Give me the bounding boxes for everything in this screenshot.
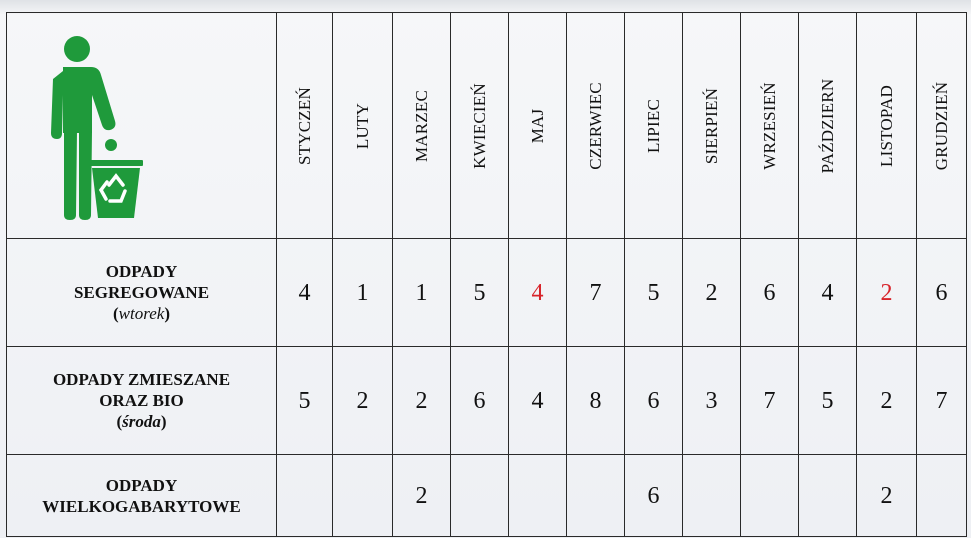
row-label <box>7 475 276 517</box>
month-label: PAŹDZIERN <box>817 78 837 173</box>
day-cell <box>509 239 567 347</box>
day-cell <box>683 455 741 537</box>
day-cell <box>509 347 567 455</box>
day-paren: ) <box>164 304 170 323</box>
day-number: 6 <box>935 279 948 306</box>
row-label-line: WIELKOGABARYTOWE <box>42 496 241 516</box>
day-cell <box>857 239 917 347</box>
day-number: 8 <box>589 387 602 414</box>
day-cell <box>917 455 967 537</box>
month-header-cell <box>451 13 509 239</box>
month-label: WRZESIEŃ <box>759 81 779 170</box>
day-number: 5 <box>298 387 311 414</box>
day-number: 6 <box>647 387 660 414</box>
month-header-cell <box>917 13 967 239</box>
month-label: LISTOPAD <box>876 84 896 167</box>
day-cell <box>451 347 509 455</box>
day-number: 7 <box>763 387 776 414</box>
row-label <box>7 369 276 432</box>
person-recycling-bin-icon <box>29 35 189 220</box>
day-number: 4 <box>821 279 834 306</box>
day-cell <box>741 239 799 347</box>
row-label <box>7 261 276 324</box>
day-cell <box>567 455 625 537</box>
day-cell <box>799 455 857 537</box>
day-number: 1 <box>415 279 428 306</box>
day-cell <box>333 455 393 537</box>
day-cell <box>393 455 451 537</box>
icon-cell <box>7 13 277 239</box>
waste-collection-table <box>6 12 967 537</box>
month-label: MAJ <box>527 108 547 143</box>
day-cell <box>333 239 393 347</box>
month-header-row <box>7 13 967 239</box>
day-number: 4 <box>298 279 311 306</box>
month-header-cell <box>683 13 741 239</box>
day-cell <box>277 239 333 347</box>
row-label-cell <box>7 455 277 537</box>
day-number: 2 <box>415 482 428 509</box>
collection-day: wtorek <box>118 304 165 323</box>
day-number: 7 <box>935 387 948 414</box>
day-number: 6 <box>763 279 776 306</box>
day-cell <box>741 455 799 537</box>
day-cell <box>917 239 967 347</box>
month-label: SIERPIEŃ <box>701 87 721 164</box>
day-cell <box>857 347 917 455</box>
month-header-cell <box>857 13 917 239</box>
day-cell <box>799 347 857 455</box>
row-label-line: ORAZ BIO <box>99 391 184 410</box>
row-label-cell <box>7 347 277 455</box>
table-row-segregated <box>7 239 967 347</box>
day-cell <box>509 455 567 537</box>
month-header-cell <box>625 13 683 239</box>
day-paren: ( <box>116 412 123 431</box>
day-cell <box>277 455 333 537</box>
month-label: MARZEC <box>411 89 431 162</box>
month-label: CZERWIEC <box>585 81 605 170</box>
day-number-highlighted: 2 <box>880 279 893 306</box>
month-label: LUTY <box>352 102 372 149</box>
day-cell <box>567 347 625 455</box>
day-number: 5 <box>647 279 660 306</box>
row-label-line: ODPADY <box>105 262 178 281</box>
month-header-cell <box>741 13 799 239</box>
day-cell <box>741 347 799 455</box>
month-header-cell <box>509 13 567 239</box>
row-label-line: SEGREGOWANE <box>73 283 210 302</box>
day-number-highlighted: 4 <box>531 279 544 306</box>
day-cell <box>683 239 741 347</box>
day-number: 2 <box>880 387 893 414</box>
day-number: 4 <box>531 387 544 414</box>
day-number: 6 <box>473 387 486 414</box>
day-cell <box>625 239 683 347</box>
day-number: 2 <box>880 482 893 509</box>
row-label-line: ODPADY ZMIESZANE <box>52 370 231 389</box>
table-row-bulky <box>7 455 967 537</box>
day-number: 7 <box>589 279 602 306</box>
day-number: 3 <box>705 387 718 414</box>
day-cell <box>393 347 451 455</box>
day-cell <box>857 455 917 537</box>
row-label-line: ODPADY <box>105 475 178 495</box>
day-number: 2 <box>705 279 718 306</box>
month-header-cell <box>333 13 393 239</box>
table-row-mixed <box>7 347 967 455</box>
day-number: 1 <box>356 279 369 306</box>
day-cell <box>333 347 393 455</box>
month-label: LIPIEC <box>643 98 663 153</box>
month-header-cell <box>567 13 625 239</box>
day-cell <box>277 347 333 455</box>
row-label-cell <box>7 239 277 347</box>
day-cell <box>625 347 683 455</box>
day-cell <box>567 239 625 347</box>
day-cell <box>917 347 967 455</box>
month-label: GRUDZIEŃ <box>931 81 951 170</box>
month-header-cell <box>799 13 857 239</box>
month-header-cell <box>393 13 451 239</box>
day-number: 5 <box>473 279 486 306</box>
collection-day: środa <box>122 412 161 431</box>
day-cell <box>683 347 741 455</box>
day-cell <box>451 455 509 537</box>
day-cell <box>625 455 683 537</box>
day-cell <box>451 239 509 347</box>
month-header-cell <box>277 13 333 239</box>
day-paren: ) <box>160 412 167 431</box>
month-label: STYCZEŃ <box>294 86 314 165</box>
day-number: 2 <box>356 387 369 414</box>
day-cell <box>799 239 857 347</box>
day-paren: ( <box>113 304 119 323</box>
day-number: 6 <box>647 482 660 509</box>
month-label: KWIECIEŃ <box>469 82 489 169</box>
day-cell <box>393 239 451 347</box>
day-number: 5 <box>821 387 834 414</box>
day-number: 2 <box>415 387 428 414</box>
